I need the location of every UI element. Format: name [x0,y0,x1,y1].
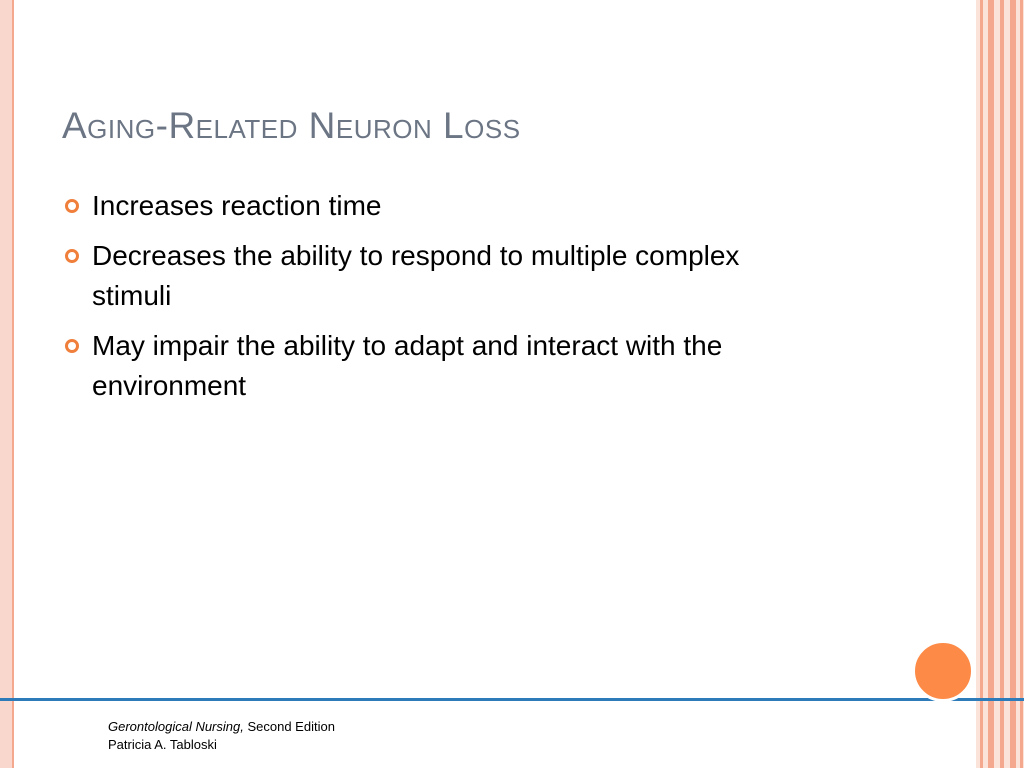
bullet-text: May impair the ability to adapt and interact with the environment [92,330,723,401]
bullet-item [62,186,882,226]
stripe [988,0,994,768]
stripe [1010,0,1016,768]
footer-book-title: Gerontological Nursing, [108,719,244,734]
left-border-line [12,0,14,768]
bullet-item [62,236,882,316]
footer-divider [0,698,1024,701]
footer-edition: Second Edition [243,719,335,734]
stripe [1000,0,1004,768]
footer-author: Patricia A. Tabloski [108,737,217,752]
bullet-circle-icon [65,199,79,213]
bullet-list [62,186,882,416]
right-stripes-decoration [976,0,1024,768]
bullet-text: Decreases the ability to respond to multiple complex stimuli [92,240,740,311]
bullet-circle-icon [65,249,79,263]
footer-citation [108,718,335,754]
bullet-text: Increases reaction time [92,190,382,221]
slide-title: Aging-Related Neuron Loss [62,105,521,146]
bullet-item [62,326,882,406]
bullet-circle-icon [65,339,79,353]
stripe [1020,0,1023,768]
stripe [980,0,983,768]
orange-circle-decoration [912,640,974,702]
footer-book-line [108,718,335,736]
